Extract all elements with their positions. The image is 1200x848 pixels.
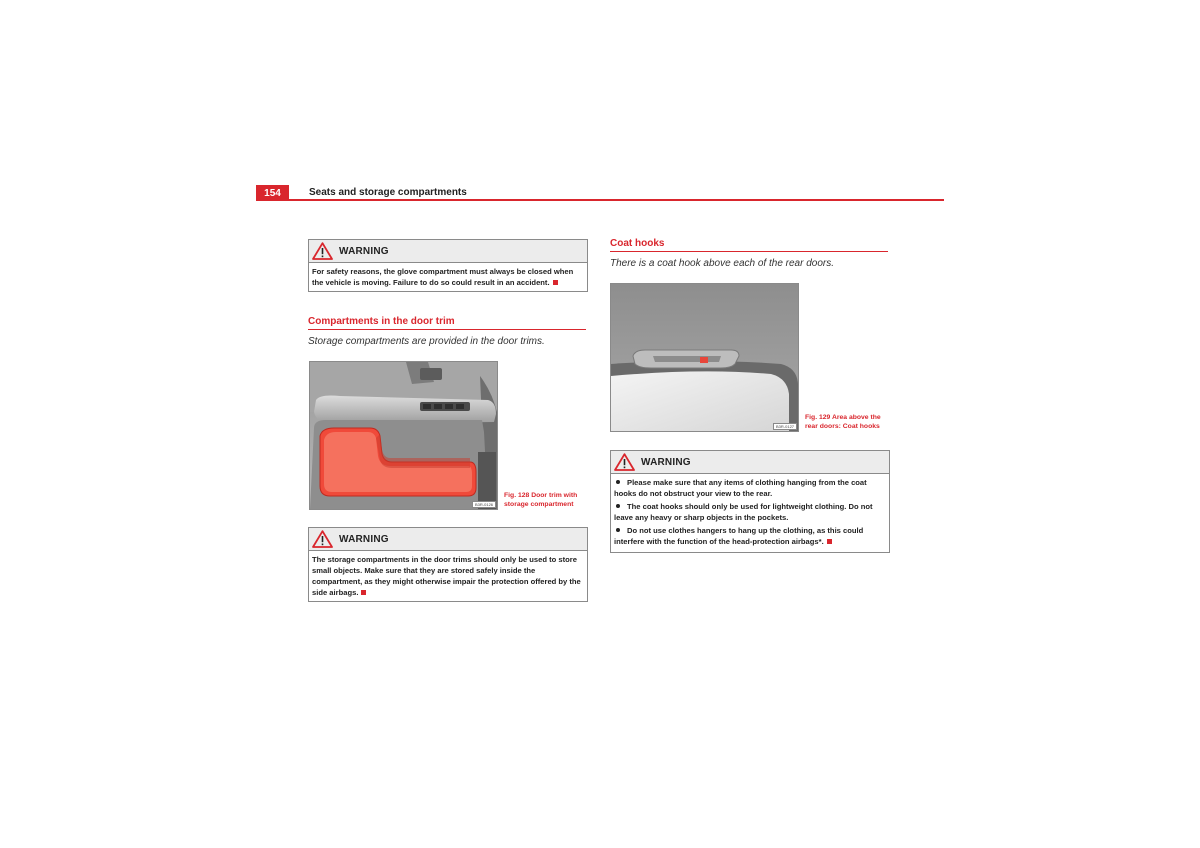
warning-text: The storage compartments in the door trims should only be used to store small objects. Make sure that they are stored safely inside the compartment, as they might otherwise impair the protection offered by the side airbags. <box>312 555 581 597</box>
warning-triangle-icon <box>312 530 333 548</box>
header-rule <box>256 199 944 201</box>
warning-box-door-trim <box>308 527 588 602</box>
section-intro-door-trim: Storage compartments are provided in the door trims. <box>308 336 545 347</box>
warning-bullet <box>614 525 886 547</box>
section-title-door-trim: Compartments in the door trim <box>308 316 586 330</box>
figure-code: B3R-0126 <box>472 501 496 508</box>
warning-box-glovebox <box>308 239 588 292</box>
warning-box-coat-hooks <box>610 450 890 553</box>
warning-header <box>309 240 587 263</box>
figure-caption: Fig. 128 Door trim with storage compartment <box>504 492 578 508</box>
warning-triangle-icon <box>312 242 333 260</box>
figure-caption: Fig. 129 Area above the rear doors: Coat hooks <box>805 414 881 430</box>
stop-square-icon <box>553 280 558 285</box>
page-number: 154 <box>256 185 289 201</box>
warning-header <box>611 451 889 474</box>
bullet-dot <box>616 480 620 484</box>
bullet-dot <box>616 528 620 532</box>
warning-bullet <box>614 501 886 523</box>
page-title: Seats and storage compartments <box>309 187 467 198</box>
bullet-text: Please make sure that any items of clothing hanging from the coat hooks do not obstruct your view to the rear. <box>614 478 867 498</box>
stop-square-icon <box>827 539 832 544</box>
figure-coat-hooks <box>610 283 799 432</box>
warning-title: WARNING <box>339 533 389 545</box>
bullet-dot <box>616 504 620 508</box>
bullet-text: The coat hooks should only be used for lightweight clothing. Do not leave any heavy or sharp objects in the pockets. <box>614 502 873 522</box>
stop-square-icon <box>361 590 366 595</box>
warning-triangle-icon <box>614 453 635 471</box>
warning-body <box>309 551 587 601</box>
warning-title: WARNING <box>339 245 389 257</box>
warning-body <box>309 263 587 291</box>
warning-title: WARNING <box>641 456 691 468</box>
warning-header <box>309 528 587 551</box>
section-intro-coat-hooks: There is a coat hook above each of the rear doors. <box>610 258 835 269</box>
warning-bullet <box>614 477 886 499</box>
section-title-coat-hooks: Coat hooks <box>610 238 888 252</box>
warning-text: For safety reasons, the glove compartment must always be closed when the vehicle is moving. Failure to do so could result in an accident. <box>312 267 574 287</box>
figure-code: B3R-0127 <box>773 423 797 430</box>
warning-body <box>611 474 889 552</box>
bullet-text: Do not use clothes hangers to hang up the clothing, as this could interfere with the function of the head-protection airbags*. <box>614 526 864 546</box>
figure-door-trim <box>309 361 498 510</box>
